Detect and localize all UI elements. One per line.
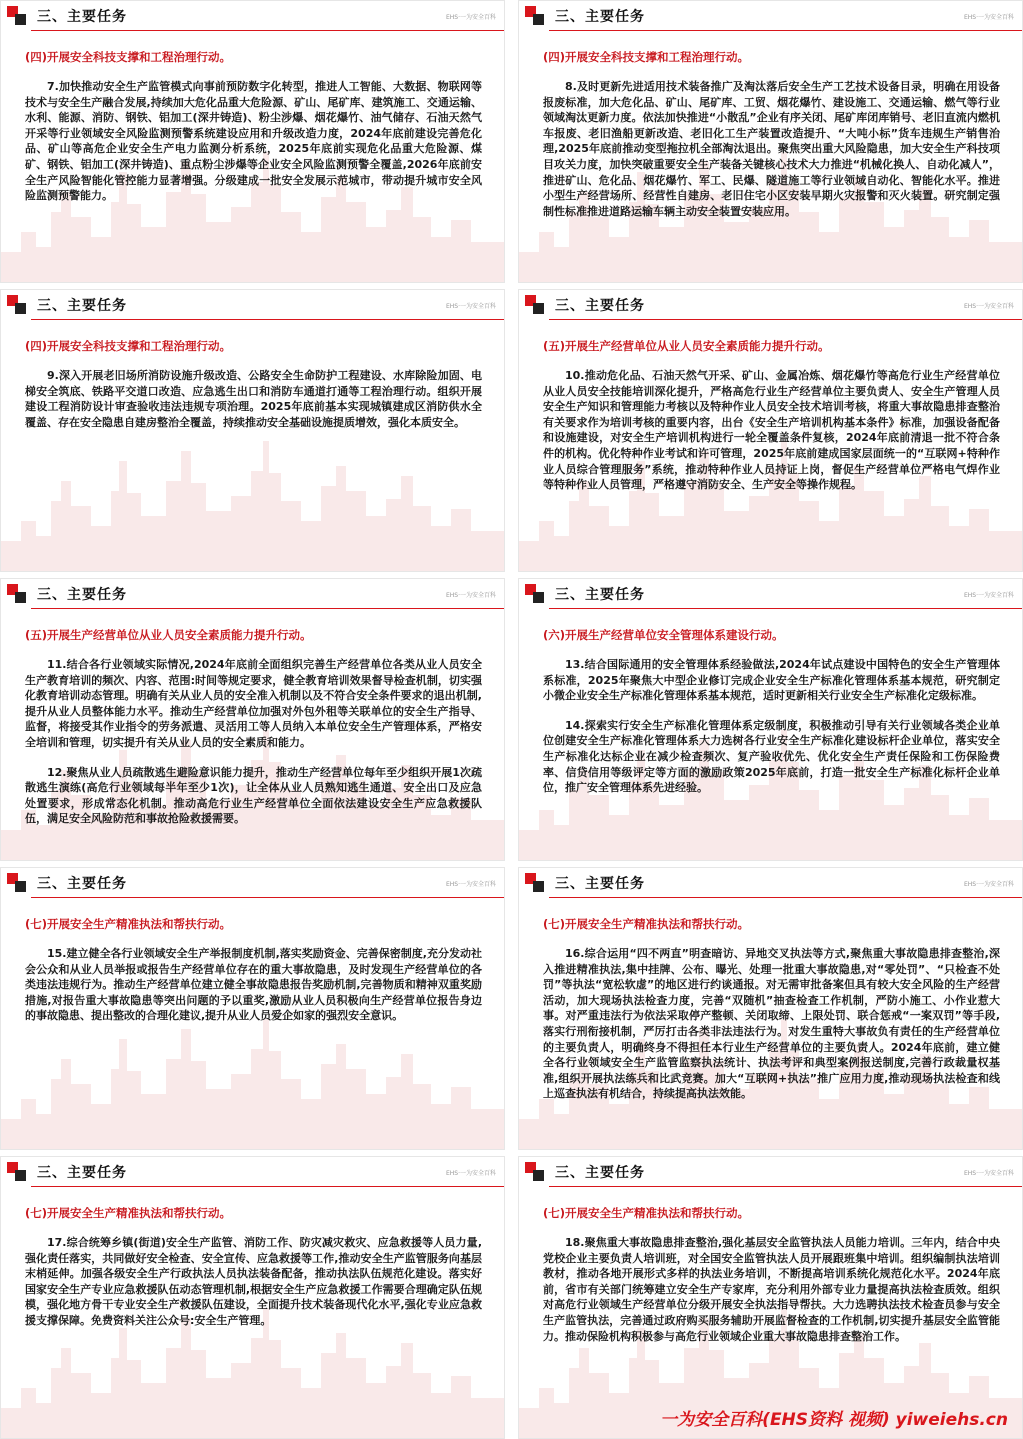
header-divider (549, 897, 1022, 898)
slide-title: 三、主要任务 (37, 9, 127, 25)
slide-title: 三、主要任务 (555, 587, 645, 603)
slide-content (25, 657, 482, 827)
header-black-square (15, 14, 26, 25)
task-paragraph: 13.结合国际通用的安全管理体系经验做法,2024年试点建设中国特色的安全生产管理体系标准，2025年聚焦大中型企业修订完成企业安全生产标准化管理体系基本规范，研究制定小微企业安全生产标准化管理体系基本规范，适时更新相关行业安全生产标准化定级标准。 (543, 658, 1000, 703)
slide-content (25, 946, 482, 1024)
slide-header (519, 290, 1022, 320)
task-paragraph: 10.推动危化品、石油天然气开采、矿山、金属冶炼、烟花爆竹等高危行业生产经营单位从业人员安全技能培训深化提升，严格高危行业生产经营单位主要负责人、安全生产管理人员安全生产知识和管理能力考核以及特种作业人员安全技术培训考核，将重大事故隐患排查整治有关要求作为培训考核的重要内容，出台《安全生产培训机构基本条件》标准，加强设备配备和设施建设，对安全生产培训机构进行一轮全覆盖条件复核，2024年底前清退一批不符合条件的机构。优化特种作业考试和许可管理，2025年底前建成国家层面统一的“互联网+特种作业人员综合管理服务”系统，推动特种作业人员持证上岗，督促生产经营单位严格电气焊作业等特种作业人员管理，严格遵守消防安全、生产安全等操作规程。 (543, 369, 1000, 492)
slide-header (1, 868, 504, 898)
site-watermark: 一为安全百科(EHS资料 视频) yiweiehs.cn (660, 1410, 1008, 1430)
slide-content (543, 368, 1000, 493)
header-black-square (15, 592, 26, 603)
brand-logo: EHS·一为安全百科 (445, 881, 496, 888)
section-heading: (六)开展生产经营单位安全管理体系建设行动。 (543, 628, 784, 642)
slide-content (25, 1235, 482, 1329)
brand-logo: EHS·一为安全百科 (963, 303, 1014, 310)
header-divider (31, 1186, 504, 1187)
header-black-square (533, 14, 544, 25)
slide-card-7 (0, 867, 505, 1150)
task-paragraph: 15.建立健全各行业领域安全生产举报制度机制,落实奖励资金、完善保密制度,充分发动社会公众和从业人员举报或报告生产经营单位存在的重大事故隐患，及时发现生产经营单位的各类违法违规行为。推动生产经营单位建立健全事故隐患报告奖励机制,完善物质和精神双重奖励措施,对报告重大事故隐患等突出问题的予以重奖,激励从业人员积极向生产经营单位报告身边的事故隐患、提出整改的合理化建议,提升从业人员爱企如家的强烈安全意识。 (25, 947, 482, 1023)
section-heading: (七)开展安全生产精准执法和帮扶行动。 (25, 917, 232, 931)
slide-title: 三、主要任务 (555, 298, 645, 314)
slide-header (1, 1157, 504, 1187)
brand-logo: EHS·一为安全百科 (963, 1170, 1014, 1177)
slide-title: 三、主要任务 (37, 876, 127, 892)
slide-title: 三、主要任务 (37, 298, 127, 314)
slide-card-10 (518, 1156, 1023, 1439)
section-heading: (五)开展生产经营单位从业人员安全素质能力提升行动。 (25, 628, 312, 642)
slide-card-9 (0, 1156, 505, 1439)
brand-logo: EHS·一为安全百科 (445, 1170, 496, 1177)
brand-logo: EHS·一为安全百科 (445, 303, 496, 310)
brand-logo: EHS·一为安全百科 (963, 881, 1014, 888)
slide-header (519, 868, 1022, 898)
header-black-square (15, 881, 26, 892)
section-heading: (四)开展安全科技支撑和工程治理行动。 (543, 50, 750, 64)
header-black-square (533, 592, 544, 603)
slide-content (25, 79, 482, 204)
header-black-square (533, 1170, 544, 1181)
slide-card-5 (0, 578, 505, 861)
task-paragraph: 8.及时更新先进适用技术装备推广及淘汰落后安全生产工艺技术设备目录，明确在用设备报废标准，加大危化品、矿山、尾矿库、工贸、烟花爆竹、建设施工、交通运输、燃气等行业领域淘汰更新力度。依法加快推进“小散乱”企业有序关闭、尾矿库闭库销号、老旧直流内燃机车报废、老旧渔船更新改造、老旧化工生产装置改造提升、“大吨小标”货车违规生产销售治理,2025年底前推动变型拖拉机全部淘汰退出。聚焦突出重大风险隐患，加大安全生产科技项目攻关力度，加快突破重要安全生产装备关键核心技术大力推进“机械化换人、自动化减人”，推进矿山、危化品、烟花爆竹、军工、民爆、隧道施工等行业领域自动化、智能化水平。推进小型生产经营场所、经营性自建房、老旧住宅小区安装早期火灾报警和灭火装置。研究制定强制性标准推进道路运输车辆主动安全装置安装应用。 (543, 80, 1000, 218)
header-black-square (533, 303, 544, 314)
slide-header (519, 579, 1022, 609)
header-divider (549, 1186, 1022, 1187)
task-paragraph: 16.综合运用“四不两直”明查暗访、异地交叉执法等方式,聚焦重大事故隐患排查整治,深入推进精准执法,集中挂牌、公布、曝光、处理一批重大事故隐患,对“零处罚”、“只检查不处罚”等执法“宽松软虚”的地区进行约谈通报。对无需审批备案但具有较大安全风险的生产经营活动，加大现场执法检查力度，完善“双随机”抽查检查工作机制，严防小施工、小作业惹大事。对严重违法行为依法采取停产整顿、关闭取缔、上限处罚、联合惩戒“一案双罚”等手段,落实行刑衔接机制，严厉打击各类非法违法行为。对发生重特大事故负有责任的生产经营单位的主要负责人，明确终身不得担任本行业生产经营单位的主要负责人。2024年底前，建立健全各行业领域安全生产监管监察执法统计、执法考评和典型案例报送制度,完善行政裁量权基准,组织开展执法练兵和比武竞赛。加大“互联网+执法”推广应用力度,推动现场执法检查和线上巡查执法有机结合，持续提高执法效能。 (543, 947, 1000, 1101)
task-paragraph: 18.聚焦重大事故隐患排查整治,强化基层安全监管执法人员能力培训。三年内，结合中央党校企业主要负责人培训班，对全国安全监管执法人员开展跟班集中培训。组织编制执法培训教材，推动各地开展形式多样的执法业务培训，不断提高培训系统化规范化水平。2024年底前，省市有关部门统筹建立安全生产专家库，充分利用外部专业力量提高执法检查质效。组织对高危行业领域生产经营单位分级开展安全执法指导帮扶。大力选聘执法技术检查员参与安全生产监管执法，完善通过政府购买服务辅助开展监督检查的工作机制,切实提升基层安全监管能力。推动保险机构积极参与高危行业领域企业重大事故隐患排查整治工作。 (543, 1236, 1000, 1343)
task-paragraph: 11.结合各行业领域实际情况,2024年底前全面组织完善生产经营单位各类从业人员安全生产教育培训的频次、内容、范围:时间等规定要求，健全教育培训效果督导检查机制，切实强化教育培训动态管理。明确有关从业人员的安全准入机制以及不符合安全条件要求的退出机制,提升从业人员整体能力水平。推动生产经营单位加强对外包外租等关联单位的安全生产指导、监督，将接受其作业指令的劳务派遣、灵活用工等人员纳入本单位安全生产管理体系，严格安全培训和管理，切实提升有关从业人员的安全素质和能力。 (25, 658, 482, 749)
header-divider (549, 608, 1022, 609)
brand-logo: EHS·一为安全百科 (445, 14, 496, 21)
slide-card-1 (0, 0, 505, 283)
slide-title: 三、主要任务 (37, 1165, 127, 1181)
slide-content (543, 79, 1000, 219)
task-paragraph: 7.加快推动安全生产监管模式向事前预防数字化转型，推进人工智能、大数据、物联网等技术与安全生产融合发展,持续加大危化品重大危险源、矿山、尾矿库、建筑施工、交通运输、水利、能源、消防、钢铁、铝加工(深井铸造)、粉尘涉爆、烟花爆竹、油气储存、石油天然气开采等行业领域安全风险监测预警系统建设应用和升级改造力度，2024年底前建设完善危化品、矿山等高危企业安全生产电力监测分析系统，2025年底前实现危化品重大危险源、煤矿、钢铁、铝加工(深井铸造)、重点粉尘涉爆等企业安全风险监测预警全覆盖,2026年底前安全生产风险智能化管控能力显著增强。分级建成一批安全发展示范城市，带动提升城市安全风险监测预警能力。 (25, 80, 482, 203)
slide-title: 三、主要任务 (37, 587, 127, 603)
slide-title: 三、主要任务 (555, 9, 645, 25)
slide-title: 三、主要任务 (555, 876, 645, 892)
task-paragraph: 17.综合统筹乡镇(街道)安全生产监管、消防工作、防灾减灾救灾、应急救援等人员力量,强化责任落实，共同做好安全检查、安全宣传、应急救援等工作,推动安全生产监管服务向基层末梢延伸。加强各级安全生产行政执法人员执法装备配备，推动执法队伍规范化建设。落实好国家安全生产专业应急救援队伍动态管理机制,根据安全生产应急救援工作需要合理确定队伍规模，强化地方骨干专业安全生产救援队伍建设，全面提升技术装备现代化水平,强化专业应急救援支撑保障。免费资料关注公众号:安全生产管理。 (25, 1236, 482, 1327)
header-divider (549, 30, 1022, 31)
slide-card-8 (518, 867, 1023, 1150)
task-paragraph: 9.深入开展老旧场所消防设施升级改造、公路安全生命防护工程建设、水库除险加固、电梯安全筑底、铁路平交道口改造、应急逃生出口和消防车通道打通等工程治理行动。组织开展建设工程消防设计审查验收违法违规专项治理。2025年底前基本实现城镇建成区消防供水全覆盖、存在安全隐患自建房整治全覆盖，持续推动安全基础设施提质增效，强化本质安全。 (25, 369, 482, 429)
section-heading: (四)开展安全科技支撑和工程治理行动。 (25, 339, 232, 353)
slide-content (543, 657, 1000, 796)
header-black-square (533, 881, 544, 892)
slide-content (543, 1235, 1000, 1344)
brand-logo: EHS·一为安全百科 (963, 14, 1014, 21)
header-black-square (15, 1170, 26, 1181)
slide-card-6 (518, 578, 1023, 861)
section-heading: (七)开展安全生产精准执法和帮扶行动。 (25, 1206, 232, 1220)
city-skyline-decoration (1, 421, 505, 571)
header-black-square (15, 303, 26, 314)
slide-content (543, 946, 1000, 1102)
slide-header (519, 1157, 1022, 1187)
header-divider (31, 319, 504, 320)
task-paragraph: 14.探索实行安全生产标准化管理体系定级制度，积极推动引导有关行业领域各类企业单位创建安全生产标准化管理体系大力选树各行业安全生产标准化建设标杆企业单位，落实安全生产标准化达标企业在减少检查频次、复产验收优先、优化安全生产责任保险和工伤保险费率、信贷信用等级评定等方面的激励政策2025年底前，打造一批安全生产标准化标杆企业单位，推广安全管理体系先进经验。 (543, 718, 1000, 795)
header-divider (31, 30, 504, 31)
slide-title: 三、主要任务 (555, 1165, 645, 1181)
section-heading: (七)开展安全生产精准执法和帮扶行动。 (543, 1206, 750, 1220)
brand-logo: EHS·一为安全百科 (445, 592, 496, 599)
header-divider (31, 897, 504, 898)
header-divider (31, 608, 504, 609)
brand-logo: EHS·一为安全百科 (963, 592, 1014, 599)
section-heading: (四)开展安全科技支撑和工程治理行动。 (25, 50, 232, 64)
header-divider (549, 319, 1022, 320)
slide-header (1, 290, 504, 320)
slide-content (25, 368, 482, 430)
section-heading: (七)开展安全生产精准执法和帮扶行动。 (543, 917, 750, 931)
slide-card-2 (518, 0, 1023, 283)
section-heading: (五)开展生产经营单位从业人员安全素质能力提升行动。 (543, 339, 830, 353)
slide-header (1, 579, 504, 609)
slide-card-4 (518, 289, 1023, 572)
slide-card-3 (0, 289, 505, 572)
slide-header (1, 1, 504, 31)
task-paragraph: 12.聚焦从业人员疏散逃生避险意识能力提升，推动生产经营单位每年至少组织开展1次疏散逃生演练(高危行业领域每半年至少1次)，让全体从业人员熟知逃生通道、安全出口及应急处置要求，形成常态化机制。推动高危行业生产经营单位全面依法建设安全生产应急救援队伍，满足安全风险防范和事故抢险救援需要。 (25, 765, 482, 826)
slide-header (519, 1, 1022, 31)
